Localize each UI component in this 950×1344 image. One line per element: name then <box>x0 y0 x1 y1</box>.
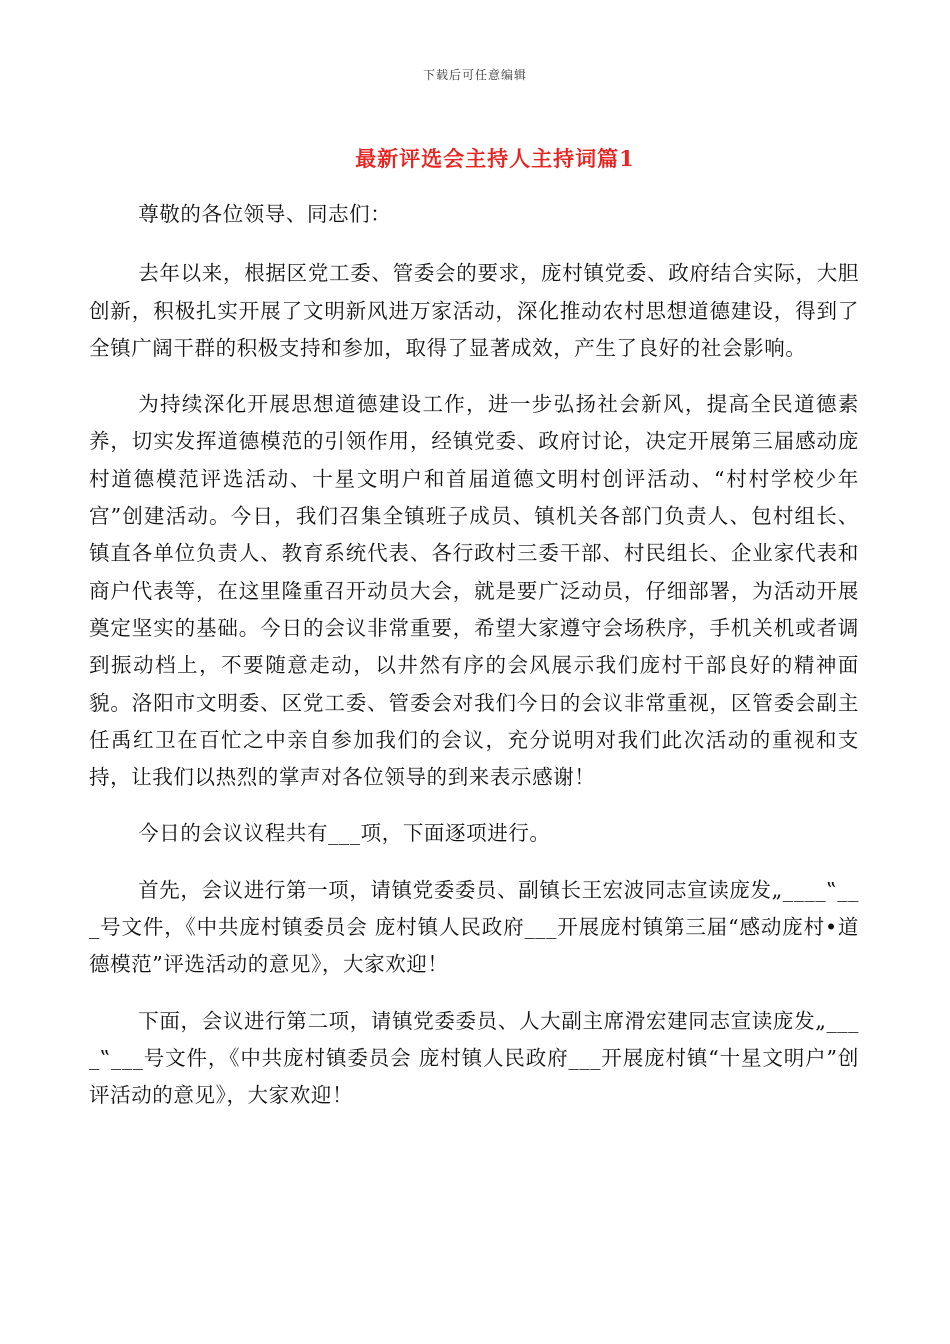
document-body <box>89 196 859 1134</box>
body-paragraph: 去年以来，根据区党工委、管委会的要求，庞村镇党委、政府结合实际，大胆创新，积极扎实开展了文明新风进万家活动，深化推动农村思想道德建设，得到了全镇广阔干群的积极支持和参加，取得了显著成效，产生了良好的社会影响。 <box>89 261 859 360</box>
body-paragraph: 今日的会议议程共有___项，下面逐项进行。 <box>138 821 551 846</box>
document-title: 最新评选会主持人主持词篇1 <box>355 146 635 171</box>
body-paragraph: 下面，会议进行第二项，请镇党委委员、人大副主席滑宏建同志宣读庞发„____‟___号文件，《中共庞村镇委员会 庞村镇人民政府___开展庞村镇“十星文明户”创评活动的意见》，大家欢迎！ <box>89 1008 859 1108</box>
header-note: 下载后可任意编辑 <box>422 68 527 82</box>
body-paragraph: 首先，会议进行第一项，请镇党委委员、副镇长王宏波同志宣读庞发„____‟___号文件，《中共庞村镇委员会 庞村镇人民政府___开展庞村镇第三届“感动庞村•道德模范”评选活动的意见》，大家欢迎！ <box>89 877 859 977</box>
body-paragraph: 为持续深化开展思想道德建设工作，进一步弘扬社会新风，提高全民道德素养，切实发挥道德模范的引领作用，经镇党委、政府讨论，决定开展第三届感动庞村道德模范评选活动、十星文明户和首届道德文明村创评活动、“村村学校少年宫”创建活动。今日，我们召集全镇班子成员、镇机关各部门负责人、包村组长、镇直各单位负责人、教育系统代表、各行政村三委干部、村民组长、企业家代表和商户代表等，在这里隆重召开动员大会，就是要广泛动员，仔细部署，为活动开展奠定坚实的基础。今日的会议非常重要，希望大家遵守会场秩序，手机关机或者调到振动档上，不要随意走动，以井然有序的会风展示我们庞村干部良好的精神面貌。洛阳市文明委、区党工委、管委会对我们今日的会议非常重视，区管委会副主任禹红卫在百忙之中亲自参加我们的会议，充分说明对我们此次活动的重视和支持，让我们以热烈的掌声对各位领导的到来表示感谢！ <box>89 392 859 790</box>
salutation-paragraph: 尊敬的各位领导、同志们： <box>138 202 392 226</box>
